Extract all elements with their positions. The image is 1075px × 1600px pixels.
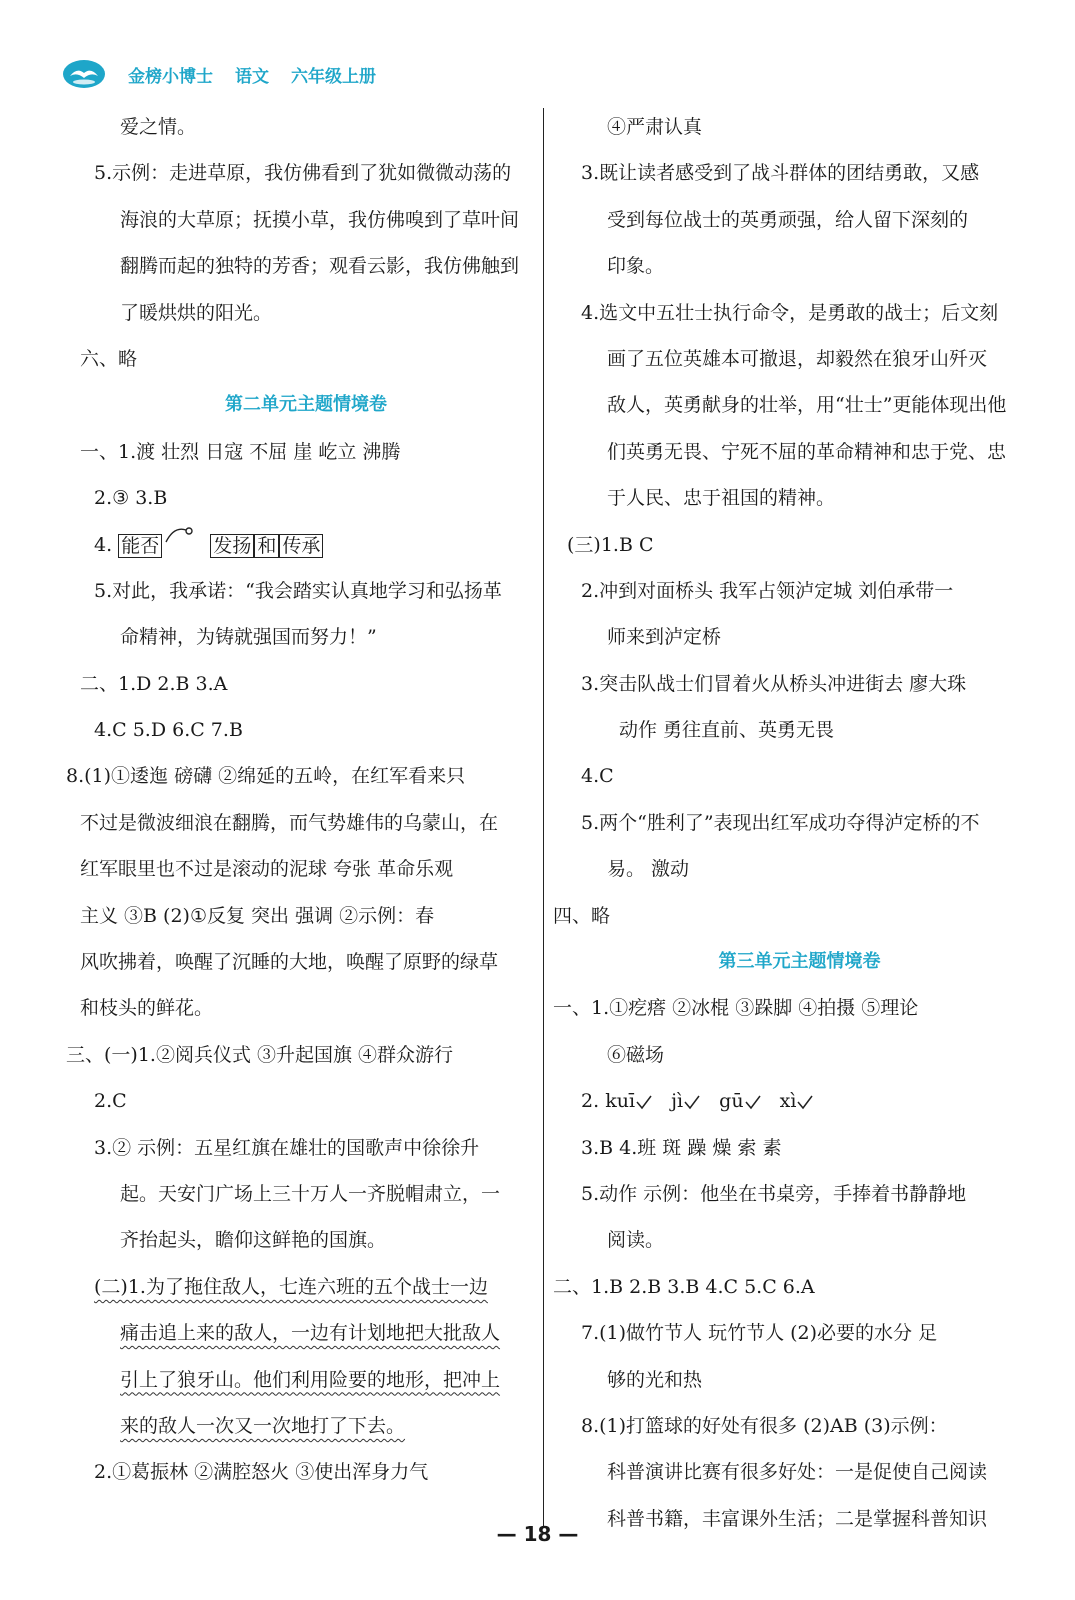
page-header <box>62 56 398 92</box>
answer-line: 二、1.D 2.B 3.A <box>80 672 228 695</box>
answer-line: 不过是微波细浪在翻腾，而气势雄伟的乌蒙山，在 <box>80 811 499 834</box>
answer-line: 动作 勇往直前、英勇无畏 <box>619 719 835 742</box>
book-logo-icon <box>62 59 106 89</box>
answer-line: 和枝头的鲜花。 <box>80 997 214 1020</box>
answer-line: 8.(1)打篮球的好处有很多 (2)AB (3)示例： <box>581 1414 948 1437</box>
answer-line: 5.示例：走进草原，我仿佛看到了犹如微微动荡的 <box>94 162 512 185</box>
boxed-word: 和 <box>254 534 279 558</box>
underlined-text: 引上了狼牙山。他们利用险要的地形，把冲上 <box>120 1368 501 1391</box>
section-title-unit-2: 第二单元主题情境卷 <box>225 394 387 416</box>
header-subject: 语文 <box>235 66 269 87</box>
answer-line: 3.B 4.班 斑 躁 燥 索 素 <box>581 1136 782 1159</box>
pinyin: kuī <box>605 1090 636 1113</box>
answer-line: 7.(1)做竹节人 玩竹节人 (2)必要的水分 足 <box>581 1322 938 1345</box>
answer-line: 4.选文中五壮士执行命令，是勇敢的战士；后文刻 <box>581 301 999 324</box>
answer-line-underlined <box>80 1403 532 1449</box>
check-mark-icon <box>744 1093 762 1111</box>
underlined-text: 来的敌人一次又一次地打了下去。 <box>120 1414 406 1437</box>
pinyin: jì <box>671 1090 684 1113</box>
column-divider <box>543 108 544 1526</box>
answer-line: 们英勇无畏、宁死不屈的革命精神和忠于党、忠 <box>607 440 1007 463</box>
pinyin: gū <box>719 1090 744 1113</box>
answer-line: 齐抬起头，瞻仰这鲜艳的国旗。 <box>120 1229 387 1252</box>
right-column <box>553 104 1032 1542</box>
deletion-mark-icon <box>164 522 194 548</box>
check-mark-icon <box>796 1093 814 1111</box>
answer-line: 主义 ③B (2)①反复 突出 强调 ②示例：春 <box>80 904 435 927</box>
answer-line: 2.C <box>94 1090 127 1113</box>
header-brand: 金榜小博士 <box>128 66 213 87</box>
answer-line: 科普演讲比赛有很多好处：一是促使自己阅读 <box>607 1461 988 1484</box>
answer-line: 3.② 示例：五星红旗在雄壮的国歌声中徐徐升 <box>94 1136 480 1159</box>
answer-line: 翻腾而起的独特的芳香；观看云影，我仿佛触到 <box>120 255 520 278</box>
answer-line: 一、1.渡 壮烈 日寇 不屈 崖 屹立 沸腾 <box>80 440 401 463</box>
question-number: 2. <box>581 1090 600 1113</box>
section-title-unit-3: 第三单元主题情境卷 <box>718 951 881 973</box>
answer-line: ⑥磁场 <box>607 1043 665 1066</box>
answer-line: (三)1.B C <box>567 533 654 556</box>
answer-line-pinyin <box>567 1078 1032 1124</box>
pinyin: xì <box>779 1090 797 1113</box>
answer-line: 受到每位战士的英勇顽强，给人留下深刻的 <box>607 208 969 231</box>
answer-line: 5.动作 示例：他坐在书桌旁，手捧着书静静地 <box>581 1182 967 1205</box>
boxed-word: 发扬 <box>210 534 254 558</box>
answer-line: 3.突击队战士们冒着火从桥头冲进街去 廖大珠 <box>581 672 967 695</box>
answer-line: 了暖烘烘的阳光。 <box>120 301 273 324</box>
answer-line: 于人民、忠于祖国的精神。 <box>607 487 836 510</box>
check-mark-icon <box>635 1093 653 1111</box>
left-column <box>66 104 532 1496</box>
answer-line: 科普书籍，丰富课外生活；二是掌握科普知识 <box>607 1507 988 1530</box>
answer-line: 风吹拂着，唤醒了沉睡的大地，唤醒了原野的绿草 <box>80 951 499 974</box>
underlined-text: 痛击追上来的敌人，一边有计划地把大批敌人 <box>120 1322 501 1345</box>
boxed-word: 传承 <box>279 534 323 558</box>
answer-line: 红军眼里也不过是滚动的泥球 夸张 革命乐观 <box>80 858 454 881</box>
answer-line: 8.(1)①逶迤 磅礴 ②绵延的五岭，在红军看来只 <box>66 765 466 788</box>
answer-line: 5.两个“胜利了”表现出红军成功夺得泸定桥的不 <box>581 811 980 834</box>
answer-line: 4.C 5.D 6.C 7.B <box>94 719 243 742</box>
answer-line: 够的光和热 <box>607 1368 703 1391</box>
answer-line: 4.C <box>581 765 614 788</box>
answer-line-underlined <box>80 1310 532 1356</box>
answer-line-underlined <box>80 1357 532 1403</box>
answer-line: 3.既让读者感受到了战斗群体的团结勇敢，又感 <box>581 162 980 185</box>
answer-line: 起。天安门广场上三十万人一齐脱帽肃立，一 <box>120 1182 501 1205</box>
answer-line: 阅读。 <box>607 1229 665 1252</box>
answer-line: 海浪的大草原；抚摸小草，我仿佛嗅到了草叶间 <box>120 208 520 231</box>
answer-line: 一、1.①疙瘩 ②冰棍 ③跺脚 ④拍摄 ⑤理论 <box>553 997 919 1020</box>
answer-line: 2.①葛振林 ②满腔怒火 ③使出浑身力气 <box>94 1461 429 1484</box>
answer-line: ④严肃认真 <box>607 116 703 138</box>
answer-line: 2.冲到对面桥头 我军占领泸定城 刘伯承带一 <box>581 579 954 602</box>
answer-line: 三、(一)1.②阅兵仪式 ③升起国旗 ④群众游行 <box>66 1043 454 1066</box>
header-grade: 六年级上册 <box>291 66 376 87</box>
answer-line: 命精神，为铸就强国而努力！” <box>120 626 377 649</box>
answer-line: 六、略 <box>80 347 138 370</box>
answer-line: 2.③ 3.B <box>94 487 168 510</box>
answer-line: 5.对此，我承诺：“我会踏实认真地学习和弘扬革 <box>94 579 502 602</box>
question-number: 4. <box>94 533 113 556</box>
page-number: — 18 — <box>496 1522 579 1546</box>
answer-line: 敌人，英勇献身的壮举，用“壮士”更能体现出他 <box>607 394 1007 417</box>
answer-line: 印象。 <box>607 255 665 278</box>
answer-line: 画了五位英雄本可撤退，却毅然在狼牙山歼灭 <box>607 347 988 370</box>
check-mark-icon <box>683 1093 701 1111</box>
answer-line: 四、略 <box>553 904 611 927</box>
answer-line-underlined: (二)1.为了拖住敌人，七连六班的五个战士一边 <box>94 1275 488 1298</box>
answer-line: 二、1.B 2.B 3.B 4.C 5.C 6.A <box>553 1275 815 1298</box>
answer-line-correction-marks <box>80 522 532 568</box>
answer-line: 师来到泸定桥 <box>607 626 722 649</box>
boxed-word: 能否 <box>118 534 162 558</box>
answer-line: 易。 激动 <box>607 858 690 881</box>
answer-line: 爱之情。 <box>120 116 197 138</box>
